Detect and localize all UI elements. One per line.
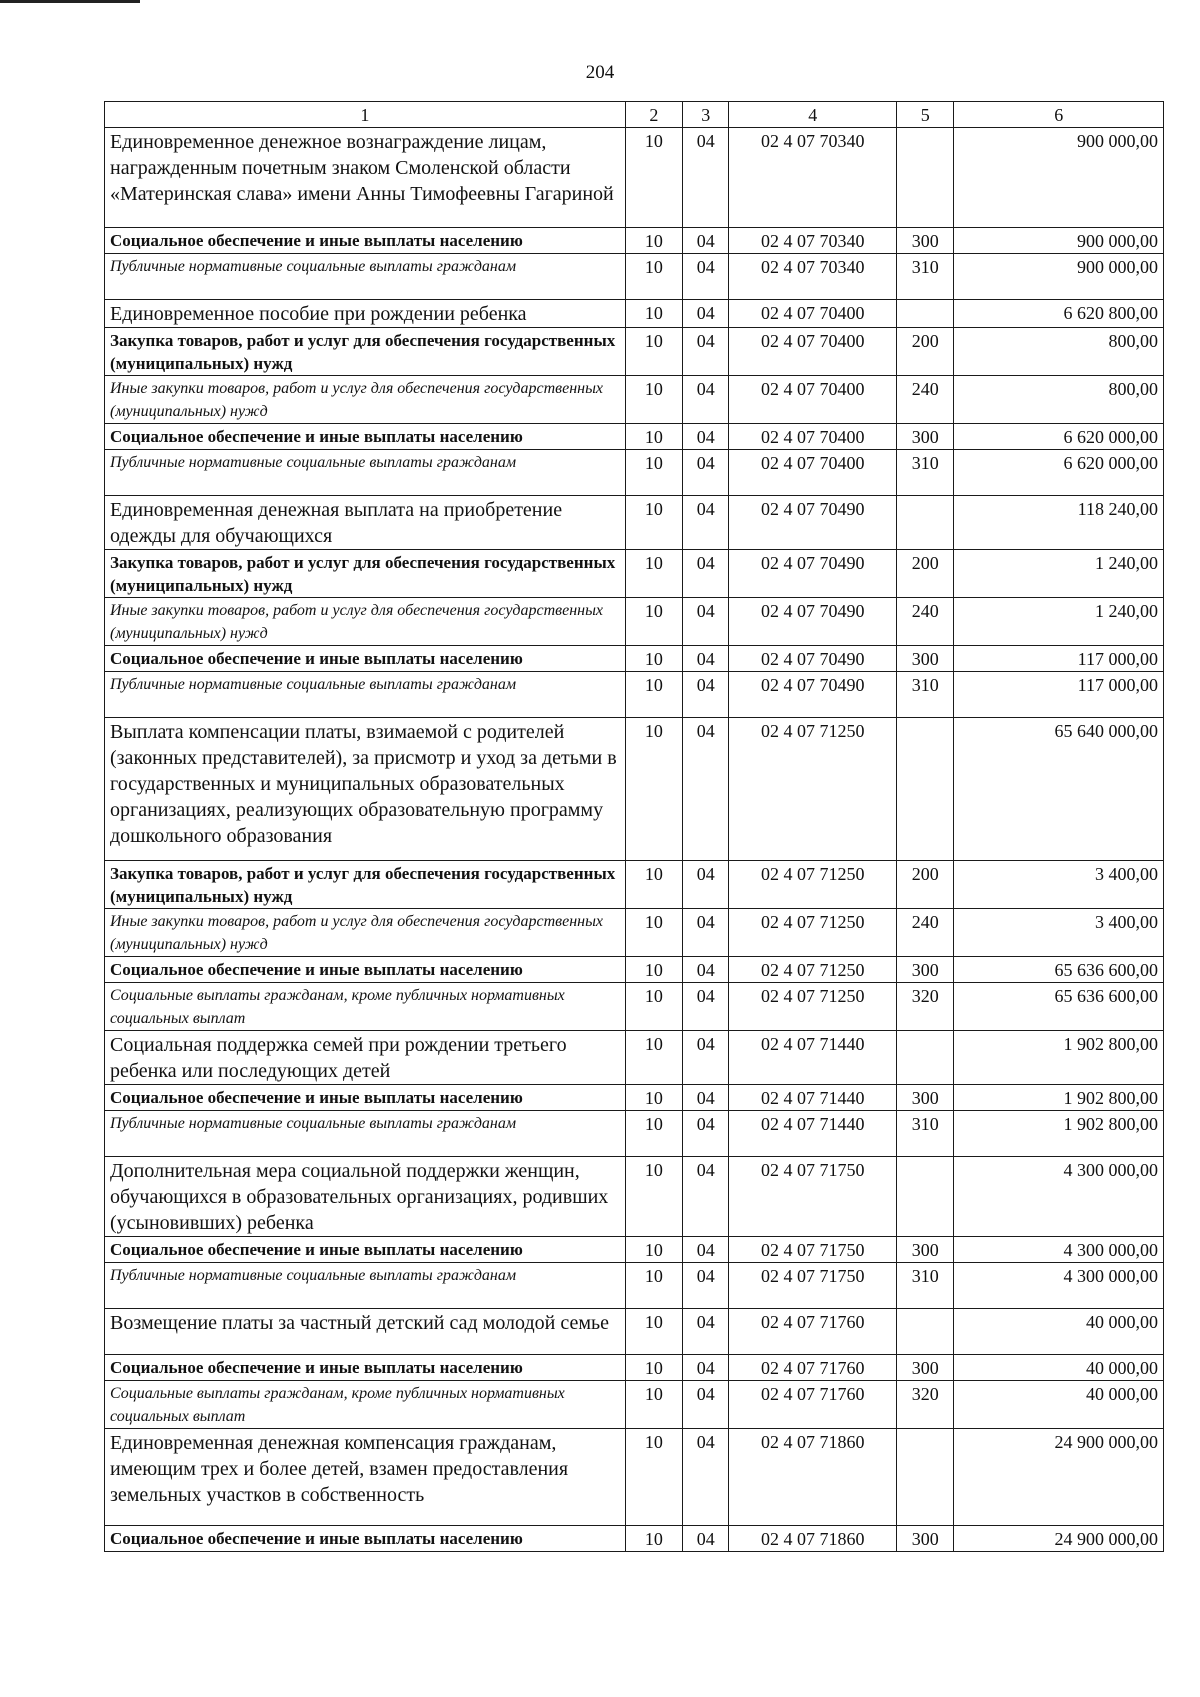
row-amount-cell: 900 000,00 (954, 228, 1164, 254)
row-amount-cell: 4 300 000,00 (954, 1237, 1164, 1263)
row-target-code-cell: 02 4 07 71440 (729, 1031, 897, 1085)
table-row (105, 1237, 1164, 1263)
row-section-cell: 10 (625, 672, 682, 718)
row-name-cell: Социальные выплаты гражданам, кроме публичных нормативных социальных выплат (105, 983, 626, 1031)
row-target-code-cell: 02 4 07 71440 (729, 1111, 897, 1157)
row-section-cell: 10 (625, 983, 682, 1031)
row-section-cell: 10 (625, 1355, 682, 1381)
row-section-cell: 10 (625, 1263, 682, 1309)
row-name-cell: Социальное обеспечение и иные выплаты населению (105, 1355, 626, 1381)
row-subsection-cell: 04 (683, 450, 729, 496)
table-row (105, 1381, 1164, 1429)
row-expense-type-cell (897, 718, 954, 861)
table-row (105, 1157, 1164, 1237)
row-name-cell: Публичные нормативные социальные выплаты гражданам (105, 254, 626, 300)
row-section-cell: 10 (625, 1031, 682, 1085)
row-amount-cell: 1 902 800,00 (954, 1111, 1164, 1157)
table-row (105, 1085, 1164, 1111)
row-subsection-cell: 04 (683, 983, 729, 1031)
table-row (105, 424, 1164, 450)
row-amount-cell: 1 902 800,00 (954, 1031, 1164, 1085)
row-expense-type-cell: 320 (897, 1381, 954, 1429)
header-row (105, 102, 1164, 128)
row-expense-type-cell (897, 1157, 954, 1237)
table-row (105, 1263, 1164, 1309)
row-expense-type-cell: 300 (897, 1085, 954, 1111)
header-cell-2: 2 (625, 102, 682, 128)
row-target-code-cell: 02 4 07 71760 (729, 1355, 897, 1381)
table-row (105, 1309, 1164, 1355)
row-amount-cell: 4 300 000,00 (954, 1263, 1164, 1309)
row-amount-cell: 24 900 000,00 (954, 1526, 1164, 1552)
row-subsection-cell: 04 (683, 254, 729, 300)
row-expense-type-cell: 300 (897, 228, 954, 254)
row-expense-type-cell (897, 1429, 954, 1526)
row-amount-cell: 900 000,00 (954, 128, 1164, 228)
row-name-cell: Публичные нормативные социальные выплаты гражданам (105, 450, 626, 496)
row-amount-cell: 6 620 000,00 (954, 450, 1164, 496)
row-target-code-cell: 02 4 07 71750 (729, 1263, 897, 1309)
top-edge-line (0, 0, 140, 3)
row-expense-type-cell (897, 1309, 954, 1355)
header-cell-6: 6 (954, 102, 1164, 128)
row-section-cell: 10 (625, 1157, 682, 1237)
row-expense-type-cell (897, 300, 954, 328)
row-target-code-cell: 02 4 07 70340 (729, 228, 897, 254)
table-row (105, 1526, 1164, 1552)
row-subsection-cell: 04 (683, 909, 729, 957)
table-row (105, 983, 1164, 1031)
row-target-code-cell: 02 4 07 70340 (729, 128, 897, 228)
row-target-code-cell: 02 4 07 70490 (729, 672, 897, 718)
row-name-cell: Публичные нормативные социальные выплаты гражданам (105, 672, 626, 718)
row-amount-cell: 65 640 000,00 (954, 718, 1164, 861)
row-subsection-cell: 04 (683, 1526, 729, 1552)
row-amount-cell: 65 636 600,00 (954, 983, 1164, 1031)
row-name-cell: Единовременная денежная выплата на приобретение одежды для обучающихся (105, 496, 626, 550)
row-section-cell: 10 (625, 496, 682, 550)
row-target-code-cell: 02 4 07 70340 (729, 254, 897, 300)
row-section-cell: 10 (625, 1309, 682, 1355)
row-amount-cell: 40 000,00 (954, 1381, 1164, 1429)
row-section-cell: 10 (625, 254, 682, 300)
row-target-code-cell: 02 4 07 71250 (729, 861, 897, 909)
table-row (105, 300, 1164, 328)
row-expense-type-cell: 200 (897, 328, 954, 376)
header-cell-5: 5 (897, 102, 954, 128)
page-number: 204 (585, 62, 615, 83)
table-row (105, 450, 1164, 496)
row-name-cell: Единовременное пособие при рождении ребенка (105, 300, 626, 328)
row-expense-type-cell: 300 (897, 1237, 954, 1263)
row-target-code-cell: 02 4 07 71760 (729, 1309, 897, 1355)
row-section-cell: 10 (625, 424, 682, 450)
row-amount-cell: 3 400,00 (954, 861, 1164, 909)
row-section-cell: 10 (625, 1111, 682, 1157)
table-row (105, 254, 1164, 300)
row-expense-type-cell (897, 496, 954, 550)
row-target-code-cell: 02 4 07 71750 (729, 1157, 897, 1237)
row-target-code-cell: 02 4 07 70490 (729, 550, 897, 598)
row-subsection-cell: 04 (683, 128, 729, 228)
row-target-code-cell: 02 4 07 71750 (729, 1237, 897, 1263)
row-name-cell: Закупка товаров, работ и услуг для обеспечения государственных (муниципальных) нужд (105, 328, 626, 376)
row-name-cell: Публичные нормативные социальные выплаты гражданам (105, 1263, 626, 1309)
row-section-cell: 10 (625, 718, 682, 861)
table-row (105, 909, 1164, 957)
table-row (105, 1111, 1164, 1157)
row-name-cell: Публичные нормативные социальные выплаты гражданам (105, 1111, 626, 1157)
row-subsection-cell: 04 (683, 957, 729, 983)
table-row (105, 496, 1164, 550)
row-name-cell: Социальное обеспечение и иные выплаты населению (105, 228, 626, 254)
table-row (105, 646, 1164, 672)
row-amount-cell: 1 902 800,00 (954, 1085, 1164, 1111)
row-amount-cell: 117 000,00 (954, 646, 1164, 672)
row-subsection-cell: 04 (683, 1157, 729, 1237)
table-row (105, 672, 1164, 718)
table-row (105, 1355, 1164, 1381)
row-subsection-cell: 04 (683, 1309, 729, 1355)
row-subsection-cell: 04 (683, 861, 729, 909)
row-target-code-cell: 02 4 07 70400 (729, 424, 897, 450)
row-subsection-cell: 04 (683, 550, 729, 598)
row-name-cell: Единовременное денежное вознаграждение лицам, награжденным почетным знаком Смоленской области «Материнская слава» имени Анны Тимофеевны Гагариной (105, 128, 626, 228)
row-section-cell: 10 (625, 598, 682, 646)
row-subsection-cell: 04 (683, 300, 729, 328)
row-subsection-cell: 04 (683, 424, 729, 450)
row-target-code-cell: 02 4 07 70490 (729, 646, 897, 672)
row-expense-type-cell: 240 (897, 376, 954, 424)
row-section-cell: 10 (625, 550, 682, 598)
table-row (105, 328, 1164, 376)
row-target-code-cell: 02 4 07 70400 (729, 328, 897, 376)
row-subsection-cell: 04 (683, 1031, 729, 1085)
row-expense-type-cell: 300 (897, 957, 954, 983)
row-expense-type-cell: 300 (897, 1355, 954, 1381)
row-name-cell: Возмещение платы за частный детский сад молодой семье (105, 1309, 626, 1355)
row-target-code-cell: 02 4 07 70490 (729, 598, 897, 646)
row-name-cell: Единовременная денежная компенсация гражданам, имеющим трех и более детей, взамен предоставления земельных участков в собственность (105, 1429, 626, 1526)
row-target-code-cell: 02 4 07 71250 (729, 983, 897, 1031)
header-cell-3: 3 (683, 102, 729, 128)
row-subsection-cell: 04 (683, 496, 729, 550)
row-expense-type-cell: 300 (897, 646, 954, 672)
row-amount-cell: 800,00 (954, 328, 1164, 376)
row-section-cell: 10 (625, 450, 682, 496)
row-amount-cell: 65 636 600,00 (954, 957, 1164, 983)
row-subsection-cell: 04 (683, 376, 729, 424)
row-section-cell: 10 (625, 328, 682, 376)
row-expense-type-cell: 300 (897, 424, 954, 450)
row-section-cell: 10 (625, 376, 682, 424)
row-name-cell: Социальное обеспечение и иные выплаты населению (105, 646, 626, 672)
row-name-cell: Социальная поддержка семей при рождении третьего ребенка или последующих детей (105, 1031, 626, 1085)
row-amount-cell: 4 300 000,00 (954, 1157, 1164, 1237)
row-target-code-cell: 02 4 07 70400 (729, 300, 897, 328)
row-target-code-cell: 02 4 07 71860 (729, 1526, 897, 1552)
row-target-code-cell: 02 4 07 71250 (729, 718, 897, 861)
row-name-cell: Социальные выплаты гражданам, кроме публичных нормативных социальных выплат (105, 1381, 626, 1429)
row-expense-type-cell: 240 (897, 598, 954, 646)
row-expense-type-cell: 200 (897, 550, 954, 598)
table-row (105, 861, 1164, 909)
row-section-cell: 10 (625, 861, 682, 909)
row-target-code-cell: 02 4 07 71250 (729, 957, 897, 983)
row-expense-type-cell: 310 (897, 1263, 954, 1309)
row-subsection-cell: 04 (683, 1237, 729, 1263)
row-amount-cell: 800,00 (954, 376, 1164, 424)
row-name-cell: Закупка товаров, работ и услуг для обеспечения государственных (муниципальных) нужд (105, 550, 626, 598)
row-subsection-cell: 04 (683, 598, 729, 646)
row-name-cell: Дополнительная мера социальной поддержки женщин, обучающихся в образовательных организациях, родивших (усыновивших) ребенка (105, 1157, 626, 1237)
budget-table (104, 101, 1164, 1552)
row-subsection-cell: 04 (683, 646, 729, 672)
row-section-cell: 10 (625, 1381, 682, 1429)
row-section-cell: 10 (625, 646, 682, 672)
row-amount-cell: 40 000,00 (954, 1309, 1164, 1355)
row-target-code-cell: 02 4 07 71760 (729, 1381, 897, 1429)
row-name-cell: Социальное обеспечение и иные выплаты населению (105, 1526, 626, 1552)
header-cell-4: 4 (729, 102, 897, 128)
row-subsection-cell: 04 (683, 1381, 729, 1429)
row-expense-type-cell (897, 128, 954, 228)
table-row (105, 128, 1164, 228)
row-name-cell: Иные закупки товаров, работ и услуг для обеспечения государственных (муниципальных) нужд (105, 598, 626, 646)
row-name-cell: Иные закупки товаров, работ и услуг для обеспечения государственных (муниципальных) нужд (105, 376, 626, 424)
row-amount-cell: 6 620 800,00 (954, 300, 1164, 328)
row-target-code-cell: 02 4 07 70400 (729, 450, 897, 496)
row-name-cell: Иные закупки товаров, работ и услуг для обеспечения государственных (муниципальных) нужд (105, 909, 626, 957)
table-body (105, 128, 1164, 1552)
row-section-cell: 10 (625, 300, 682, 328)
row-expense-type-cell (897, 1031, 954, 1085)
row-target-code-cell: 02 4 07 70490 (729, 496, 897, 550)
table-row (105, 376, 1164, 424)
row-name-cell: Выплата компенсации платы, взимаемой с родителей (законных представителей), за присмотр и уход за детьми в государственных и муниципальных образовательных организациях, реализующих образовательную программу дошкольного образования (105, 718, 626, 861)
table-row (105, 1429, 1164, 1526)
table-row (105, 718, 1164, 861)
table-row (105, 228, 1164, 254)
row-name-cell: Социальное обеспечение и иные выплаты населению (105, 424, 626, 450)
row-name-cell: Закупка товаров, работ и услуг для обеспечения государственных (муниципальных) нужд (105, 861, 626, 909)
row-subsection-cell: 04 (683, 672, 729, 718)
row-expense-type-cell: 310 (897, 672, 954, 718)
row-amount-cell: 117 000,00 (954, 672, 1164, 718)
row-amount-cell: 3 400,00 (954, 909, 1164, 957)
row-expense-type-cell: 310 (897, 1111, 954, 1157)
table-row (105, 598, 1164, 646)
row-section-cell: 10 (625, 1237, 682, 1263)
row-section-cell: 10 (625, 909, 682, 957)
header-cell-1: 1 (105, 102, 626, 128)
row-expense-type-cell: 320 (897, 983, 954, 1031)
row-amount-cell: 6 620 000,00 (954, 424, 1164, 450)
row-subsection-cell: 04 (683, 1429, 729, 1526)
row-name-cell: Социальное обеспечение и иные выплаты населению (105, 957, 626, 983)
row-expense-type-cell: 300 (897, 1526, 954, 1552)
table-row (105, 550, 1164, 598)
row-subsection-cell: 04 (683, 1085, 729, 1111)
row-target-code-cell: 02 4 07 70400 (729, 376, 897, 424)
row-amount-cell: 40 000,00 (954, 1355, 1164, 1381)
row-section-cell: 10 (625, 228, 682, 254)
table-row (105, 957, 1164, 983)
row-expense-type-cell: 310 (897, 450, 954, 496)
row-amount-cell: 118 240,00 (954, 496, 1164, 550)
row-expense-type-cell: 310 (897, 254, 954, 300)
row-section-cell: 10 (625, 957, 682, 983)
row-section-cell: 10 (625, 128, 682, 228)
row-target-code-cell: 02 4 07 71440 (729, 1085, 897, 1111)
row-section-cell: 10 (625, 1526, 682, 1552)
row-subsection-cell: 04 (683, 1111, 729, 1157)
row-subsection-cell: 04 (683, 328, 729, 376)
row-target-code-cell: 02 4 07 71860 (729, 1429, 897, 1526)
row-name-cell: Социальное обеспечение и иные выплаты населению (105, 1237, 626, 1263)
row-expense-type-cell: 200 (897, 861, 954, 909)
row-amount-cell: 1 240,00 (954, 550, 1164, 598)
row-amount-cell: 900 000,00 (954, 254, 1164, 300)
row-subsection-cell: 04 (683, 718, 729, 861)
row-section-cell: 10 (625, 1429, 682, 1526)
row-subsection-cell: 04 (683, 1263, 729, 1309)
row-name-cell: Социальное обеспечение и иные выплаты населению (105, 1085, 626, 1111)
row-subsection-cell: 04 (683, 228, 729, 254)
row-amount-cell: 1 240,00 (954, 598, 1164, 646)
row-section-cell: 10 (625, 1085, 682, 1111)
row-target-code-cell: 02 4 07 71250 (729, 909, 897, 957)
table-row (105, 1031, 1164, 1085)
row-subsection-cell: 04 (683, 1355, 729, 1381)
row-amount-cell: 24 900 000,00 (954, 1429, 1164, 1526)
row-expense-type-cell: 240 (897, 909, 954, 957)
